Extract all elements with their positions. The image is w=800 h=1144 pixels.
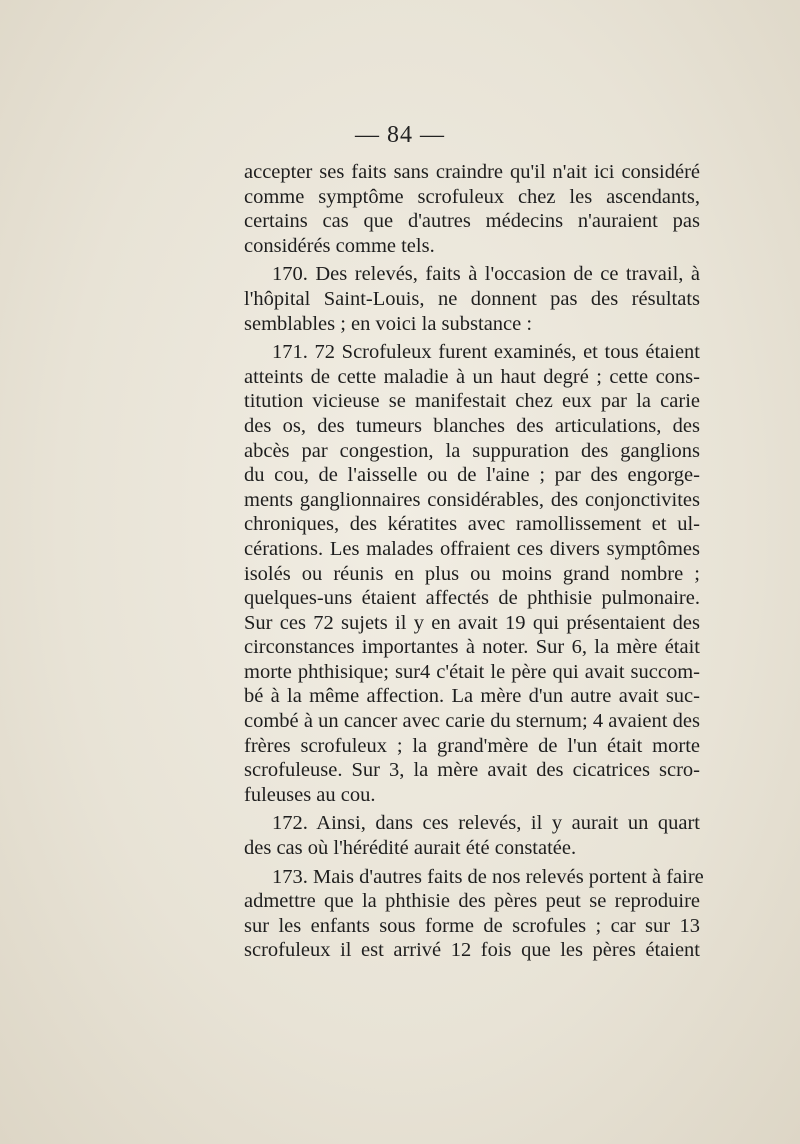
- text-line: quelques-uns étaient affectés de phthisie pulmonaire.: [244, 587, 700, 610]
- text-line: titution vicieuse se manifestait chez eux par la carie: [244, 390, 700, 413]
- text-line: cérations. Les malades offraient ces divers symptômes: [244, 537, 700, 560]
- text-line: fuleuses au cou.: [244, 783, 376, 806]
- text-line: certains cas que d'autres médecins n'auraient pas: [244, 210, 700, 233]
- text-line: accepter ses faits sans craindre qu'il n'ait ici considéré: [244, 161, 700, 183]
- text-line: chroniques, des kératites avec ramollissement et ul-: [244, 513, 700, 536]
- paragraph-171-start: 171. 72 Scrofuleux furent examinés, et tous étaient: [272, 341, 700, 364]
- text-line: isolés ou réunis en plus ou moins grand nombre ;: [244, 562, 700, 585]
- text-line: scrofuleux il est arrivé 12 fois que les pères étaient: [244, 939, 700, 962]
- text-line: morte phthisique; sur4 c'était le père qui avait succom-: [244, 660, 700, 683]
- text-line: scrofuleuse. Sur 3, la mère avait des cicatrices scro-: [244, 759, 700, 782]
- text-line: atteints de cette maladie à un haut degré ; cette cons-: [244, 365, 700, 388]
- body-text: [244, 160, 704, 963]
- text-line: admettre que la phthisie des pères peut se reproduire: [244, 890, 700, 913]
- text-line: Sur ces 72 sujets il y en avait 19 qui présentaient des: [244, 611, 700, 634]
- text-line: semblables ; en voici la substance :: [244, 312, 533, 335]
- page-number: — 84 —: [355, 122, 445, 148]
- text-line: frères scrofuleux ; la grand'mère de l'un était morte: [244, 734, 700, 757]
- text-line: combé à un cancer avec carie du sternum; 4 avaient des: [244, 710, 700, 733]
- text-line: circonstances importantes à noter. Sur 6, la mère était: [244, 636, 700, 659]
- paragraph-173-start: 173. Mais d'autres faits de nos relevés portent à faire: [272, 865, 704, 888]
- text-line: ments ganglionnaires considérables, des conjonctivites: [244, 488, 700, 511]
- text-line: des cas où l'hérédité aurait été constatée.: [244, 837, 577, 860]
- text-line: comme symptôme scrofuleux chez les ascendants,: [244, 185, 700, 208]
- text-line: du cou, de l'aisselle ou de l'aine ; par des engorge-: [244, 464, 700, 487]
- text-line: abcès par congestion, la suppuration des ganglions: [244, 439, 700, 462]
- paragraph-172-start: 172. Ainsi, dans ces relevés, il y aurait un quart: [272, 812, 700, 835]
- text-line: bé à la même affection. La mère d'un autre avait suc-: [244, 685, 700, 708]
- text-line: considérés comme tels.: [244, 234, 435, 257]
- text-line: l'hôpital Saint-Louis, ne donnent pas des résultats: [244, 287, 700, 310]
- text-line: sur les enfants sous forme de scrofules ; car sur 13: [244, 914, 700, 937]
- paragraph-170-start: 170. Des relevés, faits à l'occasion de ce travail, à: [272, 263, 700, 286]
- text-line: des os, des tumeurs blanches des articulations, des: [244, 414, 700, 437]
